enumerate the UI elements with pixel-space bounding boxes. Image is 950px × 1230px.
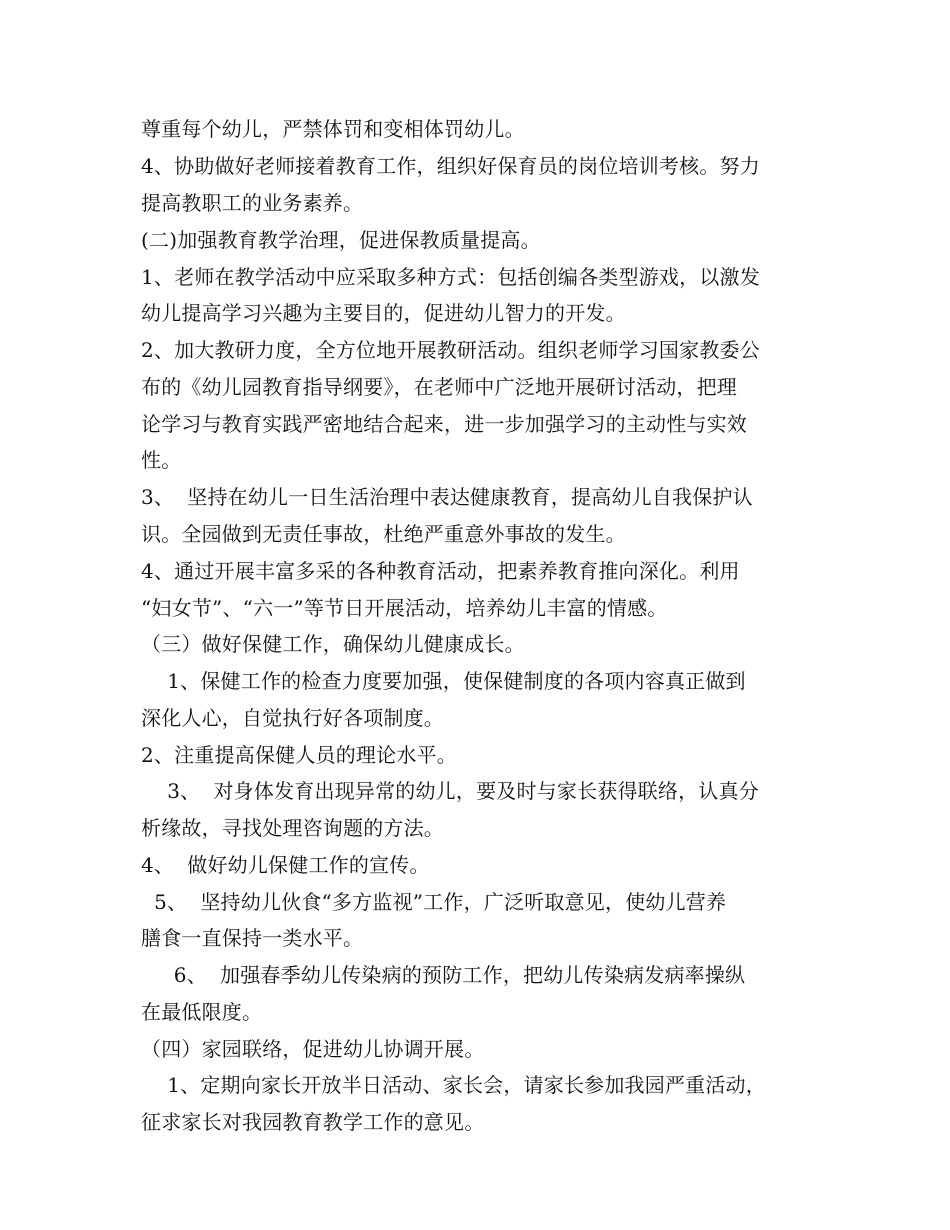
text-line: 4、协助做好老师接着教育工作，组织好保育员的岗位培训考核。努力: [141, 154, 760, 178]
text-line: “妇女节”、“六一”等节日开展活动，培养幼儿丰富的情感。: [141, 596, 668, 620]
text-line: 4、 做好幼儿保健工作的宣传。: [141, 853, 430, 877]
text-line: 2、注重提高保健人员的理论水平。: [141, 743, 457, 767]
text-line: 1、定期向家长开放半日活动、家长会，请家长参加我园严重活动，: [141, 1073, 766, 1097]
text-line: 膳食一直保持一类水平。: [141, 926, 364, 950]
text-line: 深化人心，自觉执行好各项制度。: [141, 706, 444, 730]
text-line: 析缘故，寻找处理咨询题的方法。: [141, 816, 444, 840]
text-line: 幼儿提高学习兴趣为主要目的，促进幼儿智力的开发。: [141, 301, 626, 325]
text-line: 在最低限度。: [141, 1000, 263, 1024]
text-line: 征求家长对我园教育教学工作的意见。: [141, 1110, 485, 1134]
text-line: 2、加大教研力度，全方位地开展教研活动。组织老师学习国家教委公: [141, 338, 760, 362]
text-line: 5、 坚持幼儿伙食“多方监视”工作，广泛听取意见，使幼儿营养: [141, 890, 727, 914]
text-line: 3、 坚持在幼儿一日生活治理中表达健康教育，提高幼儿自我保护认: [141, 485, 753, 509]
text-line: 1、保健工作的检查力度要加强，使保健制度的各项内容真正做到: [141, 669, 746, 693]
text-line: 识。全园做到无责任事故，杜绝严重意外事故的发生。: [141, 522, 626, 546]
section-heading: (二)加强教育教学治理，促进保教质量提高。: [141, 228, 541, 252]
text-line: 4、通过开展丰富多采的各种教育活动，把素养教育推向深化。利用: [141, 559, 740, 583]
text-line: 布的《幼儿园教育指导纲要》，在老师中广泛地开展研讨活动，把理: [141, 375, 737, 399]
text-line: 3、 对身体发育出现异常的幼儿，要及时与家长获得联络，认真分: [141, 779, 759, 803]
text-line: 性。: [141, 448, 182, 472]
text-line: 1、老师在教学活动中应采取多种方式：包括创编各类型游戏，以激发: [141, 265, 760, 289]
text-line: 尊重每个幼儿，严禁体罚和变相体罚幼儿。: [141, 117, 525, 141]
text-line: 6、 加强春季幼儿传染病的预防工作，把幼儿传染病发病率操纵: [141, 963, 746, 987]
section-heading: （三）做好保健工作，确保幼儿健康成长。: [141, 632, 525, 656]
text-line: 论学习与教育实践严密地结合起来，进一步加强学习的主动性与实效: [141, 412, 747, 436]
section-heading: （四）家园联络，促进幼儿协调开展。: [141, 1037, 485, 1061]
text-line: 提高教职工的业务素养。: [141, 191, 364, 215]
